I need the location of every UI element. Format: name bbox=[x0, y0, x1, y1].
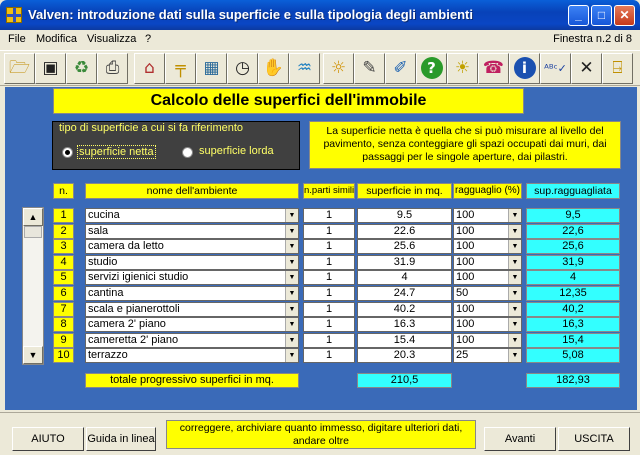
menu-modifica[interactable]: Modifica bbox=[36, 33, 77, 45]
row-number-text: 8 bbox=[60, 318, 67, 330]
room-name-select[interactable] bbox=[85, 348, 299, 363]
result-value-text: 16,3 bbox=[562, 318, 584, 330]
chevron-down-icon[interactable]: ▼ bbox=[508, 303, 521, 316]
total-ragguagliata: 182,93 bbox=[526, 373, 620, 388]
result-value bbox=[526, 286, 620, 301]
total-label: totale progressivo superfici in mq. bbox=[85, 373, 299, 388]
surface-input-text: 16.3 bbox=[393, 318, 416, 330]
table-row bbox=[0, 239, 640, 255]
result-value-text: 40,2 bbox=[562, 303, 584, 315]
row-number bbox=[53, 302, 74, 317]
result-value-text: 31,9 bbox=[562, 256, 584, 268]
result-value bbox=[526, 255, 620, 270]
cross-icon[interactable]: ✕ bbox=[571, 53, 602, 84]
row-number bbox=[53, 239, 74, 254]
surface-input[interactable] bbox=[357, 255, 452, 270]
result-value bbox=[526, 270, 620, 285]
avanti-button[interactable]: Avanti bbox=[484, 427, 556, 451]
parts-input[interactable] bbox=[303, 333, 355, 348]
room-name-select-text: camera da letto bbox=[88, 240, 164, 252]
header-ragguaglio: ragguaglio (%) bbox=[453, 183, 522, 199]
parts-input[interactable] bbox=[303, 317, 355, 332]
parts-input[interactable] bbox=[303, 208, 355, 223]
table-row bbox=[0, 302, 640, 318]
table-row bbox=[0, 208, 640, 224]
ragguaglio-select-text: 100 bbox=[456, 209, 475, 221]
page-title: Calcolo delle superfici dell'immobile bbox=[53, 88, 524, 114]
recycle-bin-icon[interactable]: ♻ bbox=[66, 53, 97, 84]
surface-input-text: 40.2 bbox=[393, 303, 416, 315]
surface-input[interactable] bbox=[357, 317, 452, 332]
header-superficie: superficie in mq. bbox=[357, 183, 452, 199]
surface-input-text: 24.7 bbox=[393, 287, 416, 299]
lightbulb-icon[interactable]: ☀ bbox=[447, 53, 478, 84]
surface-input[interactable] bbox=[357, 224, 452, 239]
ragguaglio-select-text: 50 bbox=[456, 287, 469, 299]
ragguaglio-select-text: 100 bbox=[456, 240, 475, 252]
parts-input[interactable] bbox=[303, 302, 355, 317]
parts-input[interactable] bbox=[303, 286, 355, 301]
row-number-text: 5 bbox=[60, 271, 67, 283]
aiuto-button[interactable]: AIUTO bbox=[12, 427, 84, 451]
parts-input[interactable] bbox=[303, 224, 355, 239]
result-value-text: 4 bbox=[569, 271, 577, 283]
surface-input[interactable] bbox=[357, 302, 452, 317]
row-number bbox=[53, 208, 74, 223]
room-name-select[interactable] bbox=[85, 208, 299, 223]
ragguaglio-select[interactable] bbox=[453, 286, 522, 301]
window-counter: Finestra n.2 di 8 bbox=[553, 33, 632, 45]
surface-input-text: 22.6 bbox=[393, 225, 416, 237]
result-value bbox=[526, 333, 620, 348]
room-name-select-text: scala e pianerottoli bbox=[88, 303, 180, 315]
surface-input-text: 9.5 bbox=[396, 209, 413, 221]
crane-icon[interactable]: ╤ bbox=[165, 53, 196, 84]
row-number-text: 9 bbox=[60, 334, 67, 346]
row-number-text: 10 bbox=[57, 349, 70, 361]
menu-visualizza[interactable]: Visualizza bbox=[87, 33, 137, 45]
chevron-down-icon[interactable]: ▼ bbox=[508, 225, 521, 238]
app-icon bbox=[6, 7, 22, 23]
table-row bbox=[0, 286, 640, 302]
bottom-note: correggere, archiviare quanto immesso, digitare ulteriori dati, andare oltre bbox=[166, 420, 476, 449]
label-superficie-lorda[interactable]: superficie lorda bbox=[199, 145, 274, 157]
clock-icon[interactable]: ◷ bbox=[227, 53, 258, 84]
room-name-select-text: studio bbox=[88, 256, 118, 268]
chevron-down-icon[interactable]: ▼ bbox=[285, 225, 298, 238]
printer-icon[interactable]: ⎙ bbox=[97, 53, 128, 84]
faucet-icon[interactable]: ♒ bbox=[289, 53, 320, 84]
table-row bbox=[0, 224, 640, 240]
ragguaglio-select[interactable] bbox=[453, 270, 522, 285]
ragguaglio-select-text: 100 bbox=[456, 303, 475, 315]
parts-input-text: 1 bbox=[325, 209, 333, 221]
row-number-text: 4 bbox=[60, 256, 67, 268]
chevron-down-icon[interactable]: ▼ bbox=[508, 271, 521, 284]
parts-input[interactable] bbox=[303, 255, 355, 270]
room-name-select[interactable] bbox=[85, 286, 299, 301]
chevron-down-icon[interactable]: ▼ bbox=[285, 209, 298, 222]
chevron-down-icon[interactable]: ▼ bbox=[508, 209, 521, 222]
ragguaglio-select-text: 100 bbox=[456, 271, 475, 283]
row-number-text: 1 bbox=[60, 209, 67, 221]
radio-superficie-lorda[interactable] bbox=[182, 147, 193, 158]
chevron-down-icon[interactable]: ▼ bbox=[508, 256, 521, 269]
toolbar bbox=[0, 50, 640, 86]
surface-input-text: 4 bbox=[401, 271, 408, 283]
parts-input-text: 1 bbox=[325, 240, 333, 252]
minimize-button[interactable]: _ bbox=[568, 5, 589, 26]
row-number bbox=[53, 317, 74, 332]
room-name-select-text: servizi igienici studio bbox=[88, 271, 189, 283]
surface-type-title: tipo di superficie a cui si fa riferimento bbox=[59, 122, 244, 134]
row-number bbox=[53, 348, 74, 363]
result-value-text: 25,6 bbox=[562, 240, 584, 252]
result-value-text: 12,35 bbox=[559, 287, 587, 299]
scroll-down-icon[interactable]: ▼ bbox=[23, 346, 43, 364]
header-n: n. bbox=[53, 183, 74, 199]
room-name-select-text: cantina bbox=[88, 287, 124, 299]
table-row bbox=[0, 333, 640, 349]
brush-icon[interactable]: ✐ bbox=[385, 53, 416, 84]
ragguaglio-select[interactable] bbox=[453, 255, 522, 270]
result-value bbox=[526, 239, 620, 254]
ragguaglio-select-text: 100 bbox=[456, 318, 475, 330]
ragguaglio-select-text: 25 bbox=[456, 349, 469, 361]
surface-input-text: 15.4 bbox=[393, 334, 416, 346]
info-icon[interactable]: i bbox=[509, 53, 540, 84]
ragguaglio-select-text: 100 bbox=[456, 256, 475, 268]
parts-input-text: 1 bbox=[325, 225, 333, 237]
chevron-down-icon[interactable]: ▼ bbox=[285, 271, 298, 284]
chevron-down-icon[interactable]: ▼ bbox=[508, 240, 521, 253]
room-name-select[interactable] bbox=[85, 224, 299, 239]
result-value-text: 15,4 bbox=[562, 334, 584, 346]
chevron-down-icon[interactable]: ▼ bbox=[285, 287, 298, 300]
result-value-text: 9,5 bbox=[565, 209, 581, 221]
open-folder-icon[interactable]: 🗁 bbox=[4, 53, 35, 84]
menu-bar bbox=[0, 30, 640, 48]
result-value bbox=[526, 348, 620, 363]
chevron-down-icon[interactable]: ▼ bbox=[285, 256, 298, 269]
save-disk-icon[interactable]: ▣ bbox=[35, 53, 66, 84]
row-number-text: 3 bbox=[60, 240, 67, 252]
chevron-down-icon[interactable]: ▼ bbox=[285, 318, 298, 331]
header-nome: nome dell'ambiente bbox=[85, 183, 299, 199]
chevron-down-icon[interactable]: ▼ bbox=[508, 334, 521, 347]
chevron-down-icon[interactable]: ▼ bbox=[508, 318, 521, 331]
ragguaglio-select[interactable] bbox=[453, 317, 522, 332]
scroll-up-icon[interactable]: ▲ bbox=[23, 208, 43, 226]
header-parti: n.parti simili bbox=[303, 183, 355, 199]
table-row bbox=[0, 270, 640, 286]
help-icon[interactable]: ? bbox=[416, 53, 447, 84]
room-name-select[interactable] bbox=[85, 317, 299, 332]
row-number bbox=[53, 333, 74, 348]
menu-file[interactable]: File bbox=[8, 33, 26, 45]
surface-input[interactable] bbox=[357, 239, 452, 254]
result-value bbox=[526, 317, 620, 332]
row-number bbox=[53, 270, 74, 285]
result-value bbox=[526, 224, 620, 239]
chevron-down-icon[interactable]: ▼ bbox=[285, 349, 298, 362]
row-number-text: 2 bbox=[60, 225, 67, 237]
chevron-down-icon[interactable]: ▼ bbox=[285, 303, 298, 316]
table-row bbox=[0, 255, 640, 271]
room-name-select[interactable] bbox=[85, 302, 299, 317]
radio-superficie-netta[interactable] bbox=[62, 147, 73, 158]
parts-input[interactable] bbox=[303, 270, 355, 285]
room-name-select-text: camera 2' piano bbox=[88, 318, 166, 330]
ragguaglio-select[interactable] bbox=[453, 208, 522, 223]
row-number-text: 6 bbox=[60, 287, 67, 299]
parts-input[interactable] bbox=[303, 348, 355, 363]
parts-input-text: 1 bbox=[325, 334, 333, 346]
result-value-text: 22,6 bbox=[562, 225, 584, 237]
room-name-select-text: sala bbox=[88, 225, 109, 237]
surface-input-text: 31.9 bbox=[393, 256, 416, 268]
ragguaglio-select[interactable] bbox=[453, 239, 522, 254]
table-row bbox=[0, 317, 640, 333]
result-value bbox=[526, 208, 620, 223]
guida-in-linea-button[interactable]: Guida in linea bbox=[86, 427, 156, 451]
uscita-button[interactable]: USCITA bbox=[558, 427, 630, 451]
room-name-select-text: cameretta 2' piano bbox=[88, 334, 179, 346]
parts-input-text: 1 bbox=[325, 287, 333, 299]
surface-input[interactable] bbox=[357, 270, 452, 285]
parts-input[interactable] bbox=[303, 239, 355, 254]
surface-input[interactable] bbox=[357, 348, 452, 363]
row-number bbox=[53, 286, 74, 301]
header-sup-ragguagliata: sup.ragguagliata bbox=[526, 183, 620, 199]
surface-input[interactable] bbox=[357, 333, 452, 348]
surface-input[interactable] bbox=[357, 208, 452, 223]
room-name-select-text: terrazzo bbox=[88, 349, 128, 361]
telephone-icon[interactable]: ☎ bbox=[478, 53, 509, 84]
room-name-select[interactable] bbox=[85, 270, 299, 285]
spellcheck-icon[interactable]: ᴬᴮᶜ✓ bbox=[540, 53, 571, 84]
label-superficie-netta[interactable]: superficie netta bbox=[79, 146, 154, 158]
ragguaglio-select-text: 100 bbox=[456, 334, 475, 346]
chevron-down-icon[interactable]: ▼ bbox=[508, 287, 521, 300]
surface-input-text: 25.6 bbox=[393, 240, 416, 252]
table-row bbox=[0, 348, 640, 364]
chevron-down-icon[interactable]: ▼ bbox=[508, 349, 521, 362]
row-number bbox=[53, 224, 74, 239]
row-number bbox=[53, 255, 74, 270]
document-icon[interactable]: ✎ bbox=[354, 53, 385, 84]
handshake-icon[interactable]: ✋ bbox=[258, 53, 289, 84]
menu-help[interactable]: ? bbox=[145, 33, 152, 45]
house-icon[interactable]: ⌂ bbox=[134, 53, 165, 84]
parts-input-text: 1 bbox=[325, 318, 333, 330]
maximize-button[interactable]: □ bbox=[591, 5, 612, 26]
room-name-select[interactable] bbox=[85, 255, 299, 270]
parts-input-text: 1 bbox=[325, 303, 333, 315]
info-note: La superficie netta è quella che si può misurare al livello del pavimento, senza conteggiare gli spazi occupati dai muri, dai passaggi per le singole aperture, dai pilastri. bbox=[309, 121, 621, 169]
row-number-text: 7 bbox=[60, 303, 67, 315]
surface-type-group bbox=[52, 121, 300, 170]
surface-input[interactable] bbox=[357, 286, 452, 301]
parts-input-text: 1 bbox=[325, 256, 333, 268]
total-superficie: 210,5 bbox=[357, 373, 452, 388]
result-value bbox=[526, 302, 620, 317]
title-bar[interactable] bbox=[0, 0, 640, 30]
exit-door-icon[interactable]: ⍈ bbox=[602, 53, 633, 84]
surface-input-text: 20.3 bbox=[393, 349, 416, 361]
sun-icon[interactable]: ☼ bbox=[323, 53, 354, 84]
parts-input-text: 1 bbox=[325, 271, 333, 283]
ragguaglio-select-text: 100 bbox=[456, 225, 475, 237]
window-title: Valven: introduzione dati sulla superficie e sulla tipologia degli ambienti bbox=[28, 7, 473, 22]
ragguaglio-select[interactable] bbox=[453, 224, 522, 239]
chevron-down-icon[interactable]: ▼ bbox=[285, 240, 298, 253]
ragguaglio-select[interactable] bbox=[453, 348, 522, 363]
ragguaglio-select[interactable] bbox=[453, 333, 522, 348]
ragguaglio-select[interactable] bbox=[453, 302, 522, 317]
chevron-down-icon[interactable]: ▼ bbox=[285, 334, 298, 347]
room-name-select[interactable] bbox=[85, 333, 299, 348]
result-value-text: 5,08 bbox=[562, 349, 584, 361]
room-name-select[interactable] bbox=[85, 239, 299, 254]
room-name-select-text: cucina bbox=[88, 209, 120, 221]
parts-input-text: 1 bbox=[325, 349, 333, 361]
close-button[interactable]: ✕ bbox=[614, 5, 635, 26]
calculator-icon[interactable]: ▦ bbox=[196, 53, 227, 84]
